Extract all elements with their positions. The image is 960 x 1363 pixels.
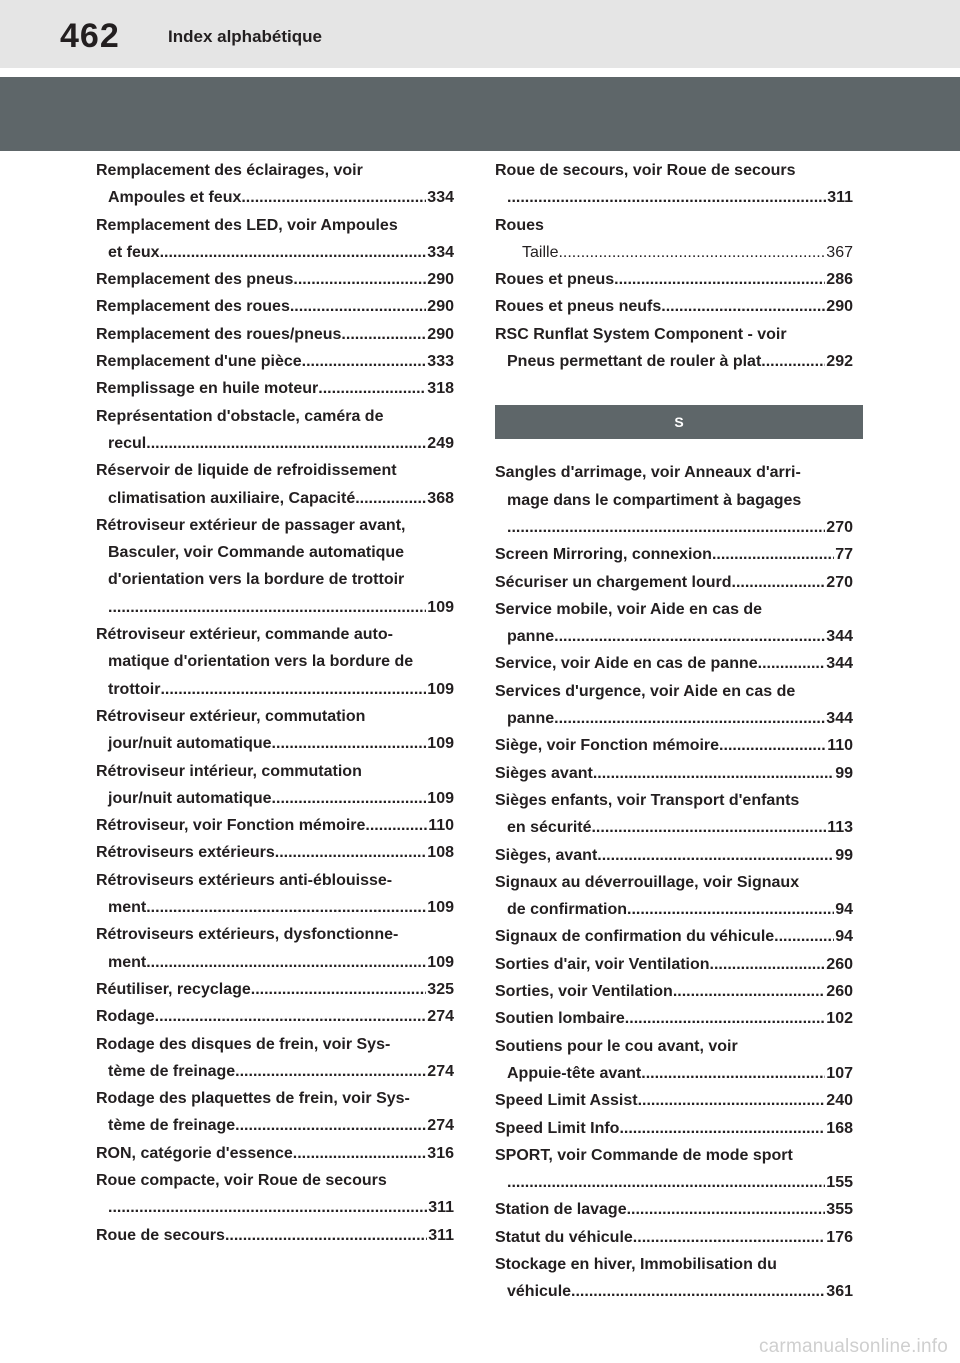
index-entry: [495, 1115, 853, 1142]
index-entry-leader-line: [96, 321, 454, 348]
index-entry-leader-line: [96, 184, 454, 211]
index-entry-leader-line: [495, 239, 853, 266]
index-entry-leader-line: [96, 348, 454, 375]
index-entry-leader-line: [96, 676, 454, 703]
page-reference: 274: [427, 1008, 454, 1026]
index-entry: [96, 266, 454, 293]
index-entry: [96, 321, 454, 348]
index-entry-text: Rétroviseur extérieur, commande auto-: [96, 626, 393, 644]
index-entry-text: Remplissage en huile moteur: [96, 380, 319, 398]
index-group-r: [495, 157, 853, 375]
dot-leader: [774, 923, 834, 950]
page-reference: 77: [835, 546, 853, 564]
dot-leader: [108, 594, 426, 621]
index-entry: [495, 1005, 853, 1032]
index-entry-text: Soutiens pour le cou avant, voir: [495, 1037, 738, 1055]
index-entry-text: Sangles d'arrimage, voir Anneaux d'arri-: [495, 464, 801, 482]
page-reference: 292: [826, 353, 853, 371]
dot-leader: [712, 541, 834, 568]
dot-leader: [641, 1060, 825, 1087]
page-reference: 361: [826, 1283, 853, 1301]
index-entry: [495, 650, 853, 677]
page-reference: 290: [427, 325, 454, 343]
index-entry-leader-line: [495, 266, 853, 293]
dot-leader: [365, 812, 427, 839]
index-entry: [495, 869, 853, 924]
page-reference: 108: [427, 844, 454, 862]
index-entry-text: ment: [108, 953, 147, 971]
page-reference: 325: [427, 980, 454, 998]
header-band: [0, 77, 960, 151]
index-entry-leader-line: [96, 812, 454, 839]
index-entry: [96, 512, 454, 621]
index-entry-text: Roue compacte, voir Roue de secours: [96, 1171, 387, 1189]
index-entry: [495, 842, 853, 869]
index-entry: [495, 1033, 853, 1088]
index-entry: [96, 1222, 454, 1249]
dot-leader: [554, 705, 825, 732]
index-entry: [96, 348, 454, 375]
page-reference: 334: [427, 243, 454, 261]
page-reference: 368: [427, 489, 454, 507]
dot-leader: [302, 348, 427, 375]
index-entry: [495, 732, 853, 759]
index-entry: [495, 569, 853, 596]
page-reference: 270: [826, 518, 853, 536]
index-entry-text: climatisation auxiliaire, Capacité: [108, 489, 356, 507]
page-reference: 109: [427, 899, 454, 917]
index-entry-text: panne: [507, 628, 555, 646]
index-entry-text: matique d'orientation vers la bordure de: [108, 653, 414, 671]
page-reference: 176: [826, 1228, 853, 1246]
index-entry: [96, 976, 454, 1003]
index-entry-text: en sécurité: [507, 819, 592, 837]
index-entry-text: Rétroviseurs extérieurs, dysfonctionne-: [96, 926, 399, 944]
index-entry-text: Speed Limit Assist: [495, 1092, 638, 1110]
index-entry: [495, 266, 853, 293]
index-entry-text: Remplacement des roues: [96, 298, 290, 316]
dot-leader: [661, 293, 825, 320]
index-entry-text: Rodage des disques de frein, voir Sys-: [96, 1035, 391, 1053]
page-reference: 311: [827, 189, 853, 207]
index-entry: [495, 459, 853, 541]
index-entry: [96, 703, 454, 758]
page-reference: 110: [428, 817, 454, 835]
dot-leader: [761, 348, 825, 375]
dot-leader: [638, 1087, 826, 1114]
dot-leader: [554, 623, 825, 650]
index-entry-leader-line: [495, 184, 853, 211]
index-entry: [495, 1224, 853, 1251]
dot-leader: [146, 949, 426, 976]
dot-leader: [293, 266, 426, 293]
index-entry-text: mage dans le compartiment à bagages: [507, 491, 802, 509]
index-entry-text: Signaux au déverrouillage, voir Signaux: [495, 873, 800, 891]
index-entry: [495, 541, 853, 568]
dot-leader: [146, 430, 426, 457]
index-entry-text: Roue de secours: [96, 1226, 225, 1244]
index-entry-text: Services d'urgence, voir Aide en cas de: [495, 682, 796, 700]
index-entry-leader-line: [495, 650, 853, 677]
dot-leader: [627, 1196, 826, 1223]
index-entry: [96, 1031, 454, 1086]
dot-leader: [591, 814, 826, 841]
index-entry-leader-line: [495, 1115, 853, 1142]
dot-leader: [355, 485, 426, 512]
dot-leader: [160, 239, 427, 266]
index-entry-text: Sorties d'air, voir Ventilation: [495, 955, 710, 973]
index-entry-text: Soutien lombaire: [495, 1010, 625, 1028]
index-entry: [96, 758, 454, 813]
dot-leader: [758, 650, 826, 677]
index-entry-text: Rétroviseur, voir Fonction mémoire: [96, 817, 366, 835]
dot-leader: [673, 978, 825, 1005]
index-entry-text: jour/nuit automatique: [108, 789, 272, 807]
page-reference: 274: [427, 1117, 454, 1135]
index-entry: [96, 375, 454, 402]
index-entry: [495, 787, 853, 842]
page-reference: 311: [428, 1226, 454, 1244]
dot-leader: [275, 839, 427, 866]
index-entry-text: Rodage: [96, 1008, 155, 1026]
dot-leader: [293, 1140, 427, 1167]
dot-leader: [341, 321, 426, 348]
index-entry: [96, 1003, 454, 1030]
dot-leader: [155, 1003, 427, 1030]
index-entry: [96, 157, 454, 212]
index-entry-leader-line: [96, 1194, 454, 1221]
dot-leader: [614, 266, 825, 293]
index-entry-leader-line: [495, 1005, 853, 1032]
index-entry-text: Représentation d'obstacle, caméra de: [96, 407, 384, 425]
index-entry-leader-line: [96, 1058, 454, 1085]
index-entry-text: Sécuriser un chargement lourd: [495, 573, 732, 591]
index-entry-text: RON, catégorie d'essence: [96, 1144, 293, 1162]
index-entry-text: tème de freinage: [108, 1117, 236, 1135]
index-group-s: [495, 459, 853, 1305]
page-reference: 318: [427, 380, 454, 398]
dot-leader: [251, 976, 427, 1003]
index-entry-text: Sorties, voir Ventilation: [495, 983, 673, 1001]
page-reference: 109: [427, 735, 454, 753]
page-reference: 355: [826, 1201, 853, 1219]
index-entry-leader-line: [495, 705, 853, 732]
index-entry-text: trottoir: [108, 680, 161, 698]
index-entry-text: SPORT, voir Commande de mode sport: [495, 1146, 793, 1164]
page-reference: 107: [826, 1064, 853, 1082]
index-entry-leader-line: [495, 732, 853, 759]
index-entry-leader-line: [96, 949, 454, 976]
page-reference: 249: [427, 434, 454, 452]
dot-leader: [272, 785, 427, 812]
index-entry: [96, 812, 454, 839]
dot-leader: [597, 842, 834, 869]
index-entry-leader-line: [96, 1003, 454, 1030]
index-entry-leader-line: [495, 923, 853, 950]
index-entry-leader-line: [495, 1196, 853, 1223]
index-entry: [96, 867, 454, 922]
index-entry-leader-line: [495, 814, 853, 841]
index-entry: [495, 760, 853, 787]
index-entry-text: panne: [507, 710, 555, 728]
index-entry-leader-line: [495, 348, 853, 375]
page-reference: 260: [826, 955, 853, 973]
page-reference: 344: [826, 710, 853, 728]
index-entry-leader-line: [96, 730, 454, 757]
watermark: carmanualsonline.info: [758, 1336, 948, 1357]
dot-leader: [272, 730, 427, 757]
index-entry-text: Siège, voir Fonction mémoire: [495, 737, 720, 755]
page-reference: 286: [826, 271, 853, 289]
dot-leader: [507, 1169, 825, 1196]
section-title: Index alphabétique: [168, 27, 322, 46]
page-reference: 109: [427, 953, 454, 971]
index-entry-text: Remplacement des éclairages, voir: [96, 162, 363, 179]
index-entry-leader-line: [96, 594, 454, 621]
dot-leader: [290, 293, 426, 320]
index-entry: [96, 839, 454, 866]
index-entry-text: Sièges avant: [495, 764, 593, 782]
index-entry-text: ment: [108, 899, 147, 917]
index-entry-text: Stockage en hiver, Immobilisation du: [495, 1255, 777, 1273]
index-entry-leader-line: [96, 485, 454, 512]
index-entry-leader-line: [495, 514, 853, 541]
index-entry-text: Signaux de confirmation du véhicule: [495, 928, 775, 946]
index-entry-text: Rétroviseur extérieur de passager avant,: [96, 516, 406, 534]
index-entry-text: Service mobile, voir Aide en cas de: [495, 600, 763, 618]
dot-leader: [619, 1115, 825, 1142]
dot-leader: [225, 1222, 427, 1249]
index-entry-leader-line: [96, 785, 454, 812]
index-entry: [96, 1085, 454, 1140]
index-entry: [495, 293, 853, 320]
page-reference: 113: [827, 819, 853, 837]
index-entry-text: Sièges enfants, voir Transport d'enfants: [495, 791, 800, 809]
index-entry-text: Appuie-tête avant: [507, 1064, 642, 1082]
index-entry-text: jour/nuit automatique: [108, 735, 272, 753]
top-strip: [0, 0, 960, 68]
index-entry-leader-line: [495, 951, 853, 978]
index-entry-text: véhicule: [507, 1283, 572, 1301]
index-entry-leader-line: [96, 266, 454, 293]
index-entry: [495, 157, 853, 212]
index-entry-text: RSC Runflat System Component - voir: [495, 325, 787, 343]
index-entry-text: Taille: [522, 243, 559, 261]
index-entry: [495, 1087, 853, 1114]
page-number: 462: [60, 17, 120, 55]
index-entry-text: tème de freinage: [108, 1062, 236, 1080]
index-entry-leader-line: [96, 430, 454, 457]
letter-band-s: S: [495, 405, 863, 439]
index-entry: [495, 1196, 853, 1223]
index-entry-leader-line: [495, 623, 853, 650]
dot-leader: [625, 1005, 826, 1032]
index-entry: [495, 1251, 853, 1306]
index-entry-leader-line: [495, 1278, 853, 1305]
index-entry-text: Basculer, voir Commande automatique: [108, 544, 405, 562]
index-entry-leader-line: [96, 976, 454, 1003]
page-reference: 290: [427, 298, 454, 316]
index-entry-text: Roue de secours, voir Roue de secours: [495, 162, 796, 179]
page-reference: 290: [826, 298, 853, 316]
index-entry-text: et feux: [108, 243, 160, 261]
index-entry-leader-line: [495, 1060, 853, 1087]
index-entry-text: Remplacement des pneus: [96, 271, 294, 289]
index-entry: [96, 457, 454, 512]
dot-leader: [108, 1194, 427, 1221]
index-entry-text: Ampoules et feux: [108, 189, 242, 207]
page-reference: 110: [827, 737, 853, 755]
index-entry-text: Pneus permettant de rouler à plat: [507, 353, 762, 371]
index-entry-text: Roues: [495, 216, 544, 234]
page-reference: 344: [826, 628, 853, 646]
dot-leader: [235, 1112, 426, 1139]
index-entry-text: Rodage des plaquettes de frein, voir Sys-: [96, 1090, 410, 1108]
page-reference: 316: [427, 1144, 454, 1162]
page-reference: 102: [826, 1010, 853, 1028]
index-column-right: [495, 157, 853, 1306]
index-entry-leader-line: [495, 1087, 853, 1114]
index-entry-text: d'orientation vers la bordure de trottoir: [108, 571, 405, 589]
index-entry-leader-line: [495, 896, 853, 923]
index-entry: [96, 293, 454, 320]
index-entry-leader-line: [495, 1224, 853, 1251]
index-entry-leader-line: [96, 293, 454, 320]
index-entry: [495, 1142, 853, 1197]
page-reference: 168: [826, 1119, 853, 1137]
index-entry-text: Rétroviseur intérieur, commutation: [96, 762, 362, 780]
dot-leader: [571, 1278, 825, 1305]
index-entry-text: Remplacement des LED, voir Ampoules: [96, 216, 398, 234]
page-reference: 94: [835, 928, 853, 946]
index-entry: [495, 212, 853, 267]
index-entry: [495, 951, 853, 978]
index-entry-leader-line: [96, 1112, 454, 1139]
page-reference: 155: [826, 1174, 853, 1192]
index-entry: [495, 678, 853, 733]
page-reference: 290: [427, 271, 454, 289]
index-entry: [495, 596, 853, 651]
index-entry-leader-line: [96, 839, 454, 866]
page-reference: 109: [427, 598, 454, 616]
dot-leader: [627, 896, 834, 923]
index-entry-text: Statut du véhicule: [495, 1228, 633, 1246]
index-entry-text: Sièges, avant: [495, 846, 598, 864]
index-entry-text: Screen Mirroring, connexion: [495, 546, 712, 564]
page-reference: 274: [427, 1062, 454, 1080]
page-reference: 99: [835, 764, 853, 782]
dot-leader: [318, 375, 426, 402]
index-entry: [495, 321, 853, 376]
index-entry: [96, 921, 454, 976]
index-entry-text: Speed Limit Info: [495, 1119, 620, 1137]
page-reference: 240: [826, 1092, 853, 1110]
index-entry: [96, 403, 454, 458]
page-reference: 311: [428, 1199, 454, 1217]
page-reference: 99: [835, 846, 853, 864]
index-entry: [96, 1140, 454, 1167]
dot-leader: [160, 676, 426, 703]
dot-leader: [507, 514, 825, 541]
index-entry-text: Service, voir Aide en cas de panne: [495, 655, 758, 673]
index-entry-leader-line: [96, 894, 454, 921]
page-reference: 367: [826, 243, 853, 261]
index-column-left: [96, 157, 454, 1249]
index-entry-leader-line: [96, 375, 454, 402]
index-entry-leader-line: [495, 1169, 853, 1196]
page-reference: 109: [427, 680, 454, 698]
index-entry-leader-line: [495, 842, 853, 869]
index-entry-text: Roues et pneus: [495, 271, 615, 289]
index-entry-text: Réservoir de liquide de refroidissement: [96, 462, 397, 480]
index-entry-leader-line: [495, 541, 853, 568]
dot-leader: [732, 569, 826, 596]
index-entry-text: de confirmation: [507, 901, 628, 919]
dot-leader: [710, 951, 826, 978]
index-entry: [495, 923, 853, 950]
index-entry-text: recul: [108, 434, 147, 452]
index-entry-text: Réutiliser, recyclage: [96, 980, 251, 998]
index-entry-leader-line: [96, 239, 454, 266]
dot-leader: [593, 760, 834, 787]
dot-leader: [719, 732, 826, 759]
page-reference: 270: [826, 573, 853, 591]
dot-leader: [507, 184, 826, 211]
dot-leader: [146, 894, 426, 921]
page-reference: 94: [835, 901, 853, 919]
index-entry-text: Station de lavage: [495, 1201, 627, 1219]
index-entry-text: Remplacement des roues/pneus: [96, 325, 342, 343]
dot-leader: [241, 184, 426, 211]
index-entry-text: Remplacement d'une pièce: [96, 353, 302, 371]
index-entry-text: Roues et pneus neufs: [495, 298, 662, 316]
index-entry-text: Rétroviseurs extérieurs anti-éblouisse-: [96, 871, 393, 889]
index-entry-leader-line: [495, 293, 853, 320]
index-entry: [96, 621, 454, 703]
index-entry: [96, 1167, 454, 1222]
index-entry-leader-line: [495, 569, 853, 596]
index-entry-leader-line: [495, 760, 853, 787]
page-reference: 334: [427, 189, 454, 207]
index-entry-text: Rétroviseurs extérieurs: [96, 844, 275, 862]
dot-leader: [235, 1058, 426, 1085]
page-reference: 333: [427, 353, 454, 371]
page-reference: 260: [826, 983, 853, 1001]
dot-leader: [633, 1224, 826, 1251]
dot-leader: [558, 239, 825, 266]
index-entry-leader-line: [495, 978, 853, 1005]
index-entry: [495, 978, 853, 1005]
page-reference: 109: [427, 789, 454, 807]
index-entry-text: Rétroviseur extérieur, commutation: [96, 707, 366, 725]
index-entry: [96, 212, 454, 267]
index-entry-leader-line: [96, 1222, 454, 1249]
page-reference: 344: [826, 655, 853, 673]
index-entry-leader-line: [96, 1140, 454, 1167]
